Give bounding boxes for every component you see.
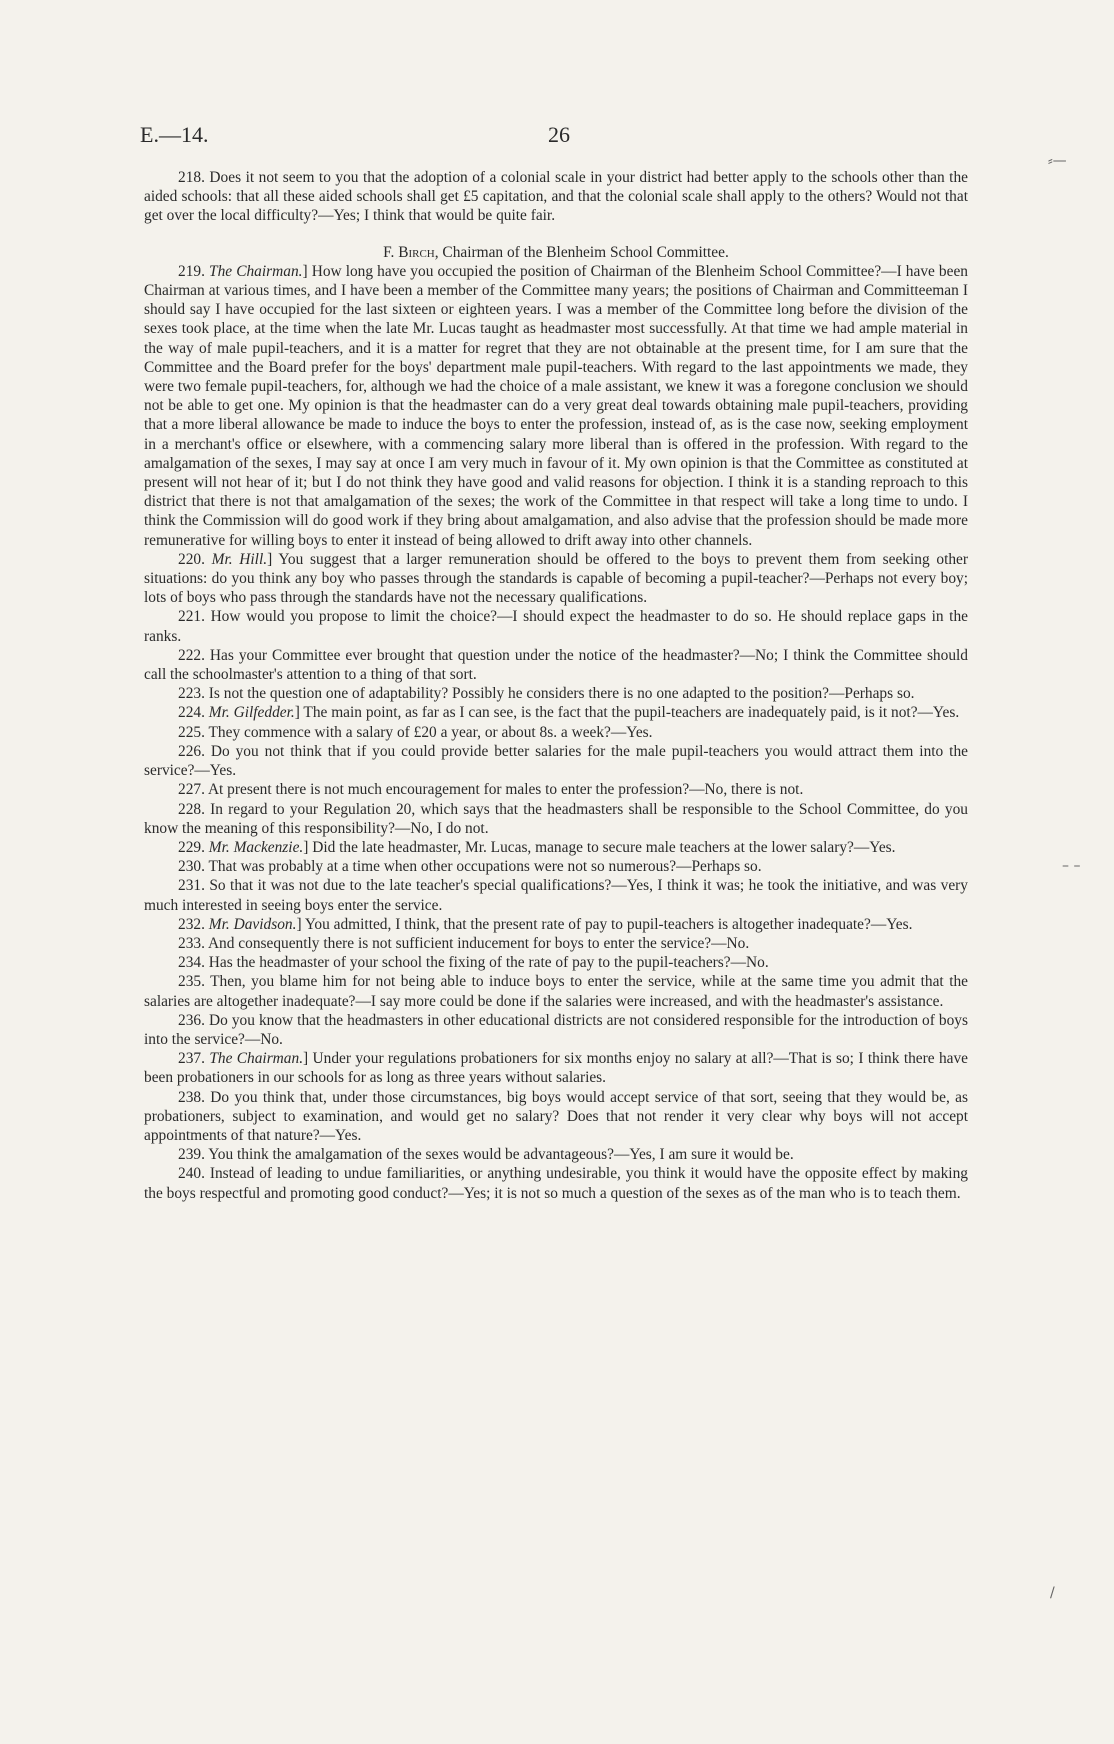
question-number: 240.	[178, 1165, 205, 1183]
question-paragraph	[144, 1164, 968, 1202]
question-number: 236.	[178, 1011, 205, 1029]
qa-list	[144, 262, 968, 1203]
question-text: In regard to your Regulation 20, which says that the headmasters shall be responsible to the School Committee, do you know the meaning of this responsibility?—No, I do not.	[144, 800, 968, 837]
question-paragraph	[144, 262, 968, 550]
question-paragraph	[144, 684, 968, 703]
question-number: 225.	[178, 723, 205, 741]
question-text: How would you propose to limit the choice?—I should expect the headmaster to do so. He should replace gaps in the ranks.	[144, 608, 968, 645]
question-number: 228.	[178, 800, 205, 818]
speaker-name: Mr. Hill.	[211, 550, 268, 568]
question-paragraph	[144, 1011, 968, 1049]
question-text: And consequently there is not sufficient inducement for boys to enter the service?—No.	[207, 934, 750, 952]
question-paragraph	[144, 972, 968, 1010]
question-number: 226.	[178, 742, 205, 760]
page-header	[140, 122, 990, 152]
question-text: ] The main point, as far as I can see, is the fact that the pupil-teachers are inadequately paid, is it not?—Yes.	[294, 704, 960, 722]
question-paragraph	[144, 800, 968, 838]
question-text: Then, you blame him for not being able to induce boys to enter the service, while at the same time you admit that the salaries are altogether inadequate?—I say more could be done if the salaries were increased, and with the headmaster's assistance.	[144, 973, 968, 1010]
question-text: Do you know that the headmasters in other educational districts are not considered responsible for the introduction of boys into the service?—No.	[144, 1011, 968, 1048]
question-number: 227.	[178, 781, 205, 799]
question-number: 238.	[178, 1088, 205, 1106]
question-number: 220.	[178, 550, 205, 568]
witness-initial: F.	[383, 243, 399, 261]
question-text: Has your Committee ever brought that question under the notice of the headmaster?—No; I think the Committee should call the schoolmaster's attention to a thing of that sort.	[144, 646, 968, 684]
question-paragraph	[144, 1145, 968, 1164]
question-number: 233.	[178, 934, 205, 952]
question-text: They commence with a salary of £20 a year, or about 8s. a week?—Yes.	[208, 723, 653, 741]
question-text: ] Under your regulations probationers for six months enjoy no salary at all?—That is so; I think there have been probationers in our schools for as long as three years without salaries.	[144, 1050, 968, 1087]
question-text: Has the headmaster of your school the fixing of the rate of pay to the pupil-teachers?—No.	[208, 954, 769, 972]
question-paragraph	[144, 838, 968, 857]
question-paragraph	[144, 876, 968, 914]
speaker-name: Mr. Davidson.	[208, 915, 297, 933]
question-text: ] How long have you occupied the position of Chairman of the Blenheim School Committee?—I have been Chairman at various times, and I have been a member of the Committee many years; the positions of Chairman and Committeeman I should say I have occupied for the last sixteen or eighteen years. I was a member of the Committee long before the division of the sexes took place, at the time when the late Mr. Lucas taught as headmaster most successfully. At that time we had ample material in the way of male pupil-teachers, and it is a matter for regret that they are not obtainable at the present time, for I am sure that the Committee and the Board prefer for the boys' department male pupil-teachers. With regard to the last appointments we made, they were two female pupil-teachers, for, although we had the choice of a male assistant, we knew it was a foregone conclusion we should not be able to get one. My opinion is that the headmaster can do a very great deal towards obtaining male pupil-teachers, providing that a more liberal allowance be made to induce the boys to enter the profession, instead of, as is the case now, seeking employment in a merchant's office or elsewhere, with a commencing salary more liberal than is offered in the profession. With regard to the amalgamation of the sexes, I may say at once I am very much in favour of it. My own opinion is that the Committee as constituted at present will not hear of it; but I do not think they have good and valid reasons for objection. I think it is a standing reproach to this district that there is not that amalgamation of the sexes; the work of the Committee in that respect will take a long time to undo. I think the Commission will do good work if they bring about amalgamation, and also advise that the profession should be made more remunerative for willing boys to enter it instead of being allowed to drift away into other channels.	[144, 262, 968, 549]
question-number: 230.	[178, 858, 205, 876]
question-number: 239.	[178, 1146, 205, 1164]
speaker-name: Mr. Mackenzie.	[208, 838, 304, 856]
question-paragraph	[144, 550, 968, 608]
speaker-name: The Chairman.	[209, 262, 303, 280]
question-paragraph	[144, 780, 968, 799]
question-number: 221.	[178, 608, 205, 626]
question-number: 235.	[178, 973, 205, 991]
question-text: That was probably at a time when other occupations were not so numerous?—Perhaps so.	[208, 858, 762, 876]
question-number: 232.	[178, 915, 205, 933]
question-paragraph	[144, 607, 968, 645]
question-text: ] You suggest that a larger remuneration should be offered to the boys to prevent them from seeking other situations: do you think any boy who passes through the standards is capable of becoming a pupil-teacher?—Perhaps not every boy; lots of boys who pass through the standards have not the necessary qualifications.	[144, 550, 968, 607]
question-text: ] You admitted, I think, that the present rate of pay to pupil-teachers is altogether inadequate?—Yes.	[296, 915, 913, 933]
question-text: Do you not think that if you could provide better salaries for the male pupil-teachers you would attract them into the service?—Yes.	[144, 742, 968, 780]
question-text: At present there is not much encouragement for males to enter the profession?—No, there is not.	[207, 781, 804, 799]
question-paragraph	[144, 934, 968, 953]
question-paragraph: 218. Does it not seem to you that the adoption of a colonial scale in your district had better apply to the schools other than the aided schools: that all these aided schools shall get £5 capitation, and that the colonial scale shall apply to the others? Would not that get over the local difficulty?—Yes; I think that would be quite fair.	[144, 169, 968, 225]
question-paragraph	[144, 1049, 968, 1087]
question-text: Do you think that, under those circumstances, big boys would accept service of that sort, seeing that they would be, as probationers, subject to examination, and would get no salary? Does that not render it very clear why boys will not accept appointments of that nature?—Yes.	[144, 1088, 968, 1144]
margin-mark: /	[1050, 1585, 1055, 1601]
witness-heading	[144, 243, 968, 262]
document-body	[144, 168, 968, 1203]
question-number: 231.	[178, 877, 205, 895]
question-number: 223.	[178, 685, 205, 703]
speaker-name: Mr. Gilfedder.	[208, 704, 295, 722]
question-number: 224.	[178, 704, 205, 722]
witness-role: , Chairman of the Blenheim School Committee.	[434, 243, 729, 261]
question-text: So that it was not due to the late teacher's special qualifications?—Yes, I think it was; he took the initiative, and was very much interested in seeing boys enter the service.	[144, 877, 968, 914]
witness-surname: Birch	[398, 243, 435, 261]
question-paragraph	[144, 1088, 968, 1146]
question-paragraph	[144, 646, 968, 684]
question-text: Is not the question one of adaptability? Possibly he considers there is no one adapted to the position?—Perhaps so.	[208, 685, 915, 703]
question-paragraph	[144, 857, 968, 876]
question-number: 229.	[178, 838, 205, 856]
question-number: 234.	[178, 954, 205, 972]
question-text: Instead of leading to undue familiarities, or anything undesirable, you think it would have the opposite effect by making the boys respectful and promoting good conduct?—Yes; it is not so much a question of the sexes as of the man who is to teach them.	[144, 1165, 968, 1202]
question-text: You think the amalgamation of the sexes would be advantageous?—Yes, I am sure it would be.	[208, 1146, 794, 1164]
margin-mark: – –	[1062, 858, 1081, 874]
question-text: ] Did the late headmaster, Mr. Lucas, manage to secure male teachers at the lower salary?—Yes.	[303, 838, 896, 856]
question-number: 219.	[178, 262, 205, 280]
question-paragraph	[144, 703, 968, 722]
question-paragraph	[144, 915, 968, 934]
question-paragraph	[144, 723, 968, 742]
question-paragraph	[144, 953, 968, 972]
speaker-name: The Chairman.	[209, 1050, 304, 1068]
margin-mark: ⸗—	[1048, 153, 1067, 169]
question-paragraph	[144, 742, 968, 780]
page-number: 26	[548, 122, 570, 147]
question-number: 222.	[178, 646, 205, 664]
document-reference: E.—14.	[140, 122, 209, 147]
question-number: 237.	[178, 1050, 205, 1068]
